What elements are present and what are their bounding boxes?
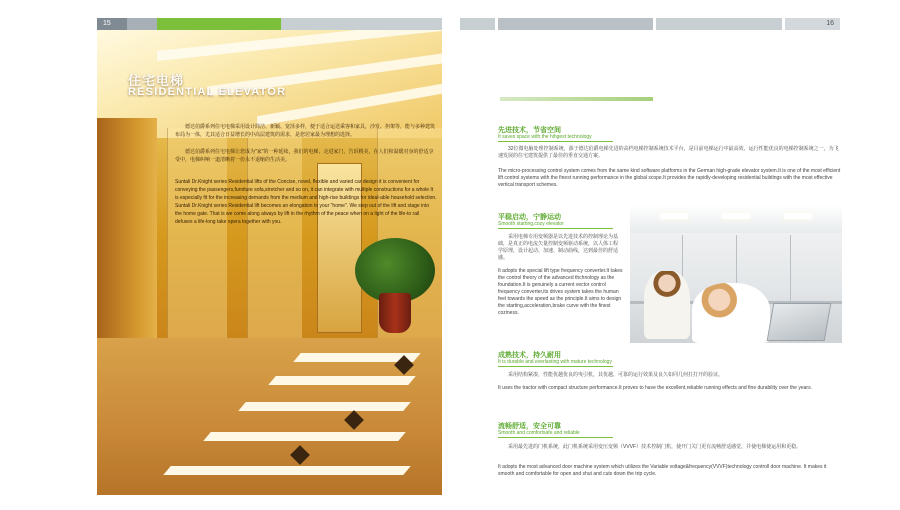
ceiling-light <box>660 213 688 219</box>
header-bar-segment <box>460 18 495 30</box>
intro-paragraph-cn: 德达伯爵系列住宅电梯让您成为"家"的一种延续，我们的电梯，走进家门，告诉精美，在人们和温暖对身的舒适享受中，电梯纠响一道清晰着一份永不退缩的生活美。 <box>175 149 434 163</box>
feature-title-en: It saves space with the hihgest technology <box>498 134 592 140</box>
feature-underline <box>498 141 613 142</box>
elevator-ceiling <box>630 205 842 233</box>
boy-figure <box>692 283 770 343</box>
feature-underline <box>498 437 613 438</box>
feature-text-cn: 32位微电脑处理控制系统，源于德达伯爵电梯先进的高档电梯控制系统技术平台，是目前电梯运行中最高效、运行性能优良的电梯控制系统之一，为飞速发展的住宅建筑提供了最佳的垂直交通方案。 <box>498 146 839 159</box>
floor-stripe <box>238 402 411 411</box>
header-bar-segment <box>656 18 782 30</box>
family-elevator-photo <box>630 205 842 343</box>
feature-text-cn: 采用最先进的门机系统，此门机系统采用变压变频（VVVF）技术控制门机，使开门关门更有流畅舒适感觉，并使电梯使运用和更稳。 <box>498 444 802 450</box>
feature-text-en: It uses the tractor with compact structure performance.It proves to have the excellent,reliable running effects and fine durability over the years. <box>498 385 812 391</box>
feature-title-cn: 流畅舒适，安全可靠 <box>498 423 561 430</box>
ceiling-light <box>784 213 812 219</box>
accent-line <box>500 97 653 101</box>
feature-text-cn: 采用结构紧凑，性能优越优良的曳引机，其优越、可靠的运行效果及良久如同几何打打开的验证。 <box>498 372 724 378</box>
feature-title-en: Smooth starting,cozy elevator <box>498 221 564 227</box>
feature-title-en: Smooth and comfortsafe and reliable <box>498 430 580 436</box>
header-bar-segment <box>127 18 157 30</box>
left-page-number: 15 <box>97 18 127 30</box>
feature-title-cn: 成熟技术，持久耐用 <box>498 352 561 359</box>
header-bar-accent <box>157 18 281 30</box>
feature-text-en: It adopts the most advanced door machine system which utilizes the Variable voltage&frequency(VVVF)technology controll door machine. It makes it smooth and comfortable for open and shut and cuts down the trip cycle. <box>498 464 827 477</box>
woman-figure <box>644 271 690 339</box>
elevator-door-panel <box>247 138 302 358</box>
section-title-cn: 住宅电梯 <box>128 73 185 88</box>
feature-title-en: It is durable and everlasting with mature technology <box>498 359 612 365</box>
section-title-en: RESIDENTIAL ELEVATOR <box>128 86 287 98</box>
feature-title-cn: 先进技术，节省空间 <box>498 127 561 134</box>
intro-paragraph-en-1: Suntali Dr.Knight series Residential lifts of the Concise, novel, flexible and varied car design it is convenient for conveying the passengers,furniture sofa,stretcher and so on, it can integrate with multiple constructions for a whole It is especially fit for the increasing demands from the medium and high-rise buildings for ideal-able household selection. <box>175 179 437 201</box>
floor-stripe <box>203 432 406 441</box>
header-bar-segment <box>498 18 653 30</box>
right-page-number: 16 <box>785 18 840 30</box>
feature-text-en: The micro-processing control system comes from the same kind software platforms in the German high-grade elevator system.It is one of the most efficient lift control systems with the finest running performance in the global scope.It provides the rapidly-developing residential buildings with the most effective vertical transport schemes. <box>498 168 841 188</box>
intro-paragraph-en-2: Suntali Dr.Knight series Residential lift becomes an elongation to your "home". We step out of the lift and stage into the home gate. That is we come along always by lift in the rhythm of the peace when on a light of the life-to rail defuses a life-long take opera together with you. <box>175 203 430 225</box>
floor-stripe <box>163 466 411 475</box>
feature-title-cn: 平稳启动，宁静运动 <box>498 214 561 221</box>
header-bar-segment <box>281 18 442 30</box>
feature-underline <box>498 366 613 367</box>
intro-paragraph-en <box>175 178 437 226</box>
laptop <box>767 303 832 341</box>
feature-underline <box>498 228 613 229</box>
feature-text-cn: 采用电梯专用变频器是以先进技术的控制理论为基础，是真正的电流矢量控制变频驱动系统，以人体工程学原理，设计起动、加速、制动曲线，达到最佳的舒适感。 <box>498 234 619 261</box>
plant-pot <box>379 293 411 333</box>
feature-text-en: It adopts the special lift type frequency converter.It takes the control theory of the advanced thchnology as the foundation.It is genuinely a current vector control frequency converter,its drives system takes the human feel towards the speed as the principle.It aims to design the starting,acceleration,brake curve with the finest coziness. <box>498 268 623 316</box>
floor-stripe <box>268 376 416 385</box>
ceiling-light <box>722 213 750 219</box>
intro-paragraph-cn: 德达伯爵系列住宅电梯采用设计简洁、新颖、宽泽多样，便于适合运送乘客和家具，沙发、担架等，能与多种建筑布局为一体，尤其适合日益增长的中高层建筑的需求，是您居家最为理想的选择。 <box>175 124 436 138</box>
